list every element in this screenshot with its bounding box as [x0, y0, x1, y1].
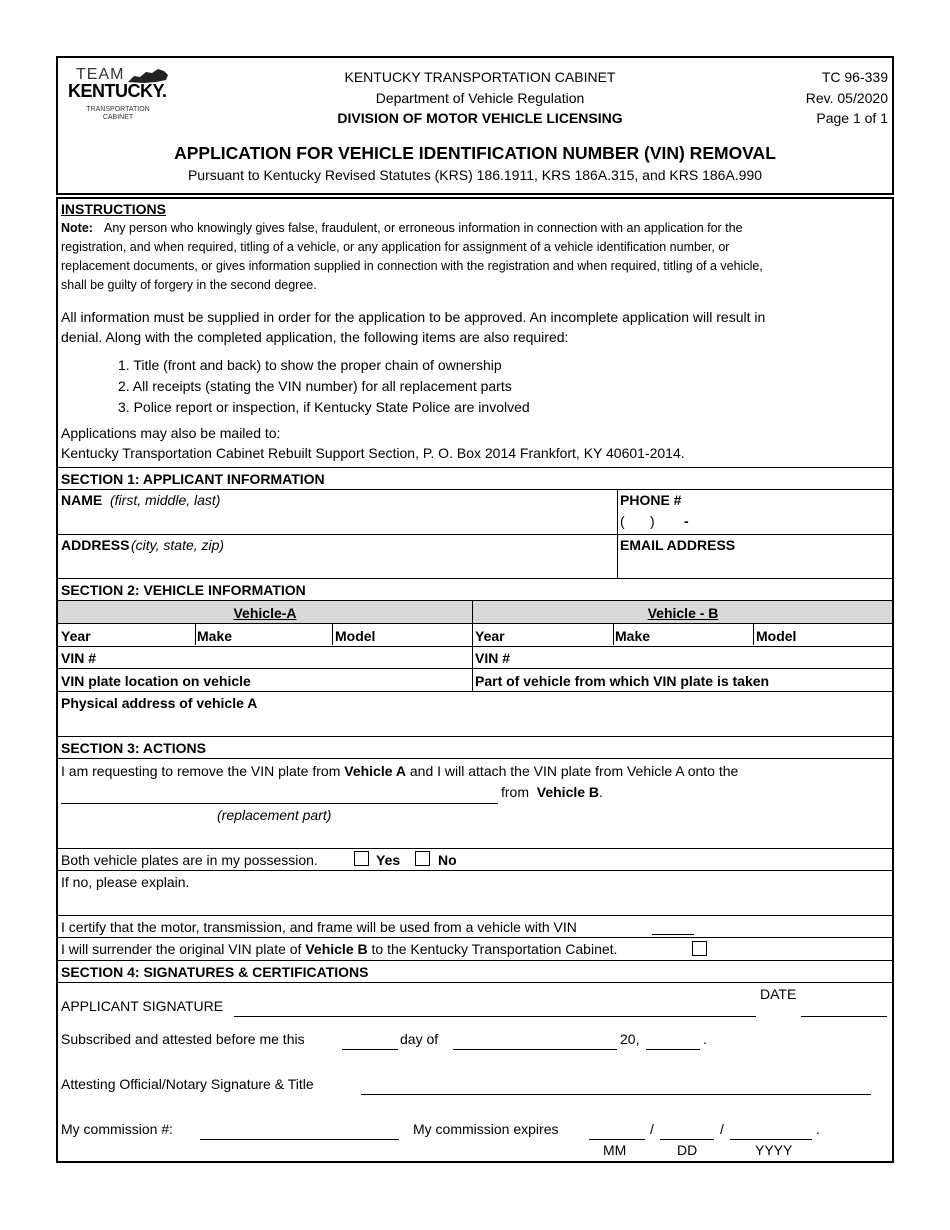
surrender-statement — [61, 941, 617, 957]
phone-label: PHONE # — [620, 492, 682, 508]
divider — [57, 960, 893, 961]
vehicle-a-model-label[interactable]: Model — [335, 628, 376, 644]
vin-plate-location-label[interactable]: VIN plate location on vehicle — [61, 673, 251, 689]
date-slash: / — [720, 1121, 724, 1137]
possession-yes-label: Yes — [376, 852, 401, 868]
page-number: Page 1 of 1 — [816, 110, 888, 126]
physical-address-label: Physical address of vehicle A — [61, 695, 258, 711]
dd-label: DD — [677, 1142, 698, 1158]
instructions-heading: INSTRUCTIONS — [61, 201, 166, 217]
from-vehicle-b: Vehicle B — [536, 784, 600, 800]
replacement-part-hint: (replacement part) — [217, 807, 332, 823]
subscribed-month-input[interactable] — [453, 1049, 617, 1050]
name-label: NAME — [61, 492, 103, 508]
surrender-pre: I will surrender the original VIN plate of — [61, 941, 302, 957]
logo-team-text: TEAM — [76, 66, 125, 83]
commission-expires-label: My commission expires — [413, 1121, 559, 1137]
divider — [753, 623, 754, 645]
part-from-label[interactable]: Part of vehicle from which VIN plate is taken — [475, 673, 770, 689]
vehicle-b-model-label[interactable]: Model — [756, 628, 797, 644]
divider — [57, 623, 893, 624]
surrender-post: to the Kentucky Transportation Cabinet. — [371, 941, 618, 957]
from-statement — [501, 784, 603, 800]
division-name: DIVISION OF MOTOR VEHICLE LICENSING — [337, 110, 623, 126]
applicant-signature-label: APPLICANT SIGNATURE — [61, 998, 224, 1014]
team-kentucky-logo — [66, 66, 176, 126]
subscribed-label: Subscribed and attested before me this — [61, 1031, 305, 1047]
agency-name: KENTUCKY TRANSPORTATION CABINET — [344, 69, 616, 85]
vehicle-a-year-label[interactable]: Year — [61, 628, 91, 644]
note-line-2: registration, and when required, titling of a vehicle, or any application for assignment of a vehicle identification number, or — [61, 240, 730, 254]
requirements-para-2: denial. Along with the completed application, the following items are also required: — [61, 329, 569, 345]
vehicle-a-vin-label[interactable]: VIN # — [61, 650, 97, 666]
replacement-part-input[interactable] — [61, 803, 498, 804]
form-title: APPLICATION FOR VEHICLE IDENTIFICATION NUMBER (VIN) REMOVAL — [174, 143, 776, 163]
commission-yyyy-input[interactable] — [730, 1139, 812, 1140]
address-label: ADDRESS — [61, 537, 130, 553]
vehicle-b-heading: Vehicle - B — [647, 605, 719, 621]
department-name: Department of Vehicle Regulation — [375, 90, 585, 106]
divider — [57, 848, 893, 849]
possession-question: Both vehicle plates are in my possession. — [61, 852, 318, 868]
applicant-signature-input[interactable] — [234, 1016, 756, 1017]
phone-format-open: ( — [620, 513, 625, 529]
phone-format-dash: - — [684, 513, 689, 529]
divider — [613, 623, 614, 645]
request-post: and I will attach the VIN plate from Vehicle A onto the — [409, 763, 739, 779]
divider — [57, 736, 893, 737]
note-line-4: shall be guilty of forgery in the second degree. — [61, 278, 317, 292]
request-vehicle-a: Vehicle A — [344, 763, 406, 779]
section4-heading: SECTION 4: SIGNATURES & CERTIFICATIONS — [61, 964, 369, 980]
divider — [332, 623, 333, 645]
section1-heading: SECTION 1: APPLICANT INFORMATION — [61, 471, 325, 487]
divider — [57, 668, 893, 669]
certify-statement: I certify that the motor, transmission, and frame will be used from a vehicle with VIN — [61, 919, 577, 935]
divider — [57, 467, 893, 468]
divider — [57, 937, 893, 938]
certify-vin-input[interactable] — [652, 934, 694, 935]
mm-label: MM — [603, 1142, 627, 1158]
note-line-3: replacement documents, or gives information supplied in connection with the registration and when required, titling of a vehicle, — [61, 259, 763, 273]
commission-number-input[interactable] — [200, 1139, 399, 1140]
subscribed-period: . — [703, 1031, 707, 1047]
subscribed-day-input[interactable] — [342, 1049, 398, 1050]
section3-heading: SECTION 3: ACTIONS — [61, 740, 206, 756]
surrender-vehicle-b: Vehicle B — [305, 941, 368, 957]
from-label: from — [501, 784, 529, 800]
date-label: DATE — [760, 986, 797, 1002]
commission-mm-input[interactable] — [589, 1139, 645, 1140]
possession-no-label: No — [438, 852, 457, 868]
day-of-label: day of — [400, 1031, 439, 1047]
requirement-item-3: 3. Police report or inspection, if Kentucky State Police are involved — [118, 399, 530, 415]
commission-number-label: My commission #: — [61, 1121, 174, 1137]
date-slash: / — [650, 1121, 654, 1137]
vehicle-a-make-label[interactable]: Make — [197, 628, 233, 644]
vehicle-b-vin-label[interactable]: VIN # — [475, 650, 511, 666]
explain-label: If no, please explain. — [61, 874, 190, 890]
note-line-1: Any person who knowingly gives false, fraudulent, or erroneous information in connection with an application for the — [104, 221, 743, 235]
divider — [57, 915, 893, 916]
divider — [57, 646, 893, 647]
notary-label: Attesting Official/Notary Signature & Title — [61, 1076, 314, 1092]
vehicle-b-make-label[interactable]: Make — [615, 628, 651, 644]
request-pre: I am requesting to remove the VIN plate from — [61, 763, 341, 779]
commission-period: . — [816, 1121, 820, 1137]
subscribed-year-input[interactable] — [646, 1049, 700, 1050]
divider — [57, 758, 893, 759]
name-hint: (first, middle, last) — [110, 492, 221, 508]
requirements-para-1: All information must be supplied in order for the application to be approved. An incomplete application will result in — [61, 309, 766, 325]
logo-kentucky-text: KENTUCKY. — [68, 81, 167, 101]
surrender-checkbox[interactable] — [692, 941, 707, 956]
vehicle-a-heading: Vehicle-A — [233, 605, 297, 621]
commission-dd-input[interactable] — [660, 1139, 714, 1140]
request-statement — [61, 763, 738, 779]
form-revision: Rev. 05/2020 — [805, 90, 888, 106]
logo-sub-line2: CABINET — [102, 114, 134, 121]
yyyy-label: YYYY — [755, 1142, 793, 1158]
notary-signature-input[interactable] — [361, 1094, 871, 1095]
requirement-item-1: 1. Title (front and back) to show the proper chain of ownership — [118, 357, 502, 373]
mail-line-1: Applications may also be mailed to: — [61, 425, 281, 441]
form-subtitle: Pursuant to Kentucky Revised Statutes (KRS) 186.1911, KRS 186A.315, and KRS 186A.990 — [187, 167, 763, 183]
note-label: Note: — [61, 221, 93, 235]
divider — [57, 982, 893, 983]
phone-format-close: ) — [650, 513, 655, 529]
section2-heading: SECTION 2: VEHICLE INFORMATION — [61, 582, 306, 598]
date-input[interactable] — [801, 1016, 887, 1017]
divider — [195, 623, 196, 645]
logo-sub-line1: TRANSPORTATION — [86, 106, 150, 113]
mail-line-2: Kentucky Transportation Cabinet Rebuilt Support Section, P. O. Box 2014 Frankfort, KY 40601-2014. — [61, 445, 685, 461]
divider — [57, 578, 893, 579]
address-hint: (city, state, zip) — [131, 537, 225, 553]
from-end: . — [599, 784, 603, 800]
possession-no-checkbox[interactable] — [415, 851, 430, 866]
email-label: EMAIL ADDRESS — [620, 537, 736, 553]
form-number: TC 96-339 — [821, 69, 888, 85]
requirement-item-2: 2. All receipts (stating the VIN number) for all replacement parts — [118, 378, 512, 394]
year-prefix-label: 20, — [620, 1031, 640, 1047]
vehicle-b-year-label[interactable]: Year — [475, 628, 505, 644]
possession-yes-checkbox[interactable] — [354, 851, 369, 866]
